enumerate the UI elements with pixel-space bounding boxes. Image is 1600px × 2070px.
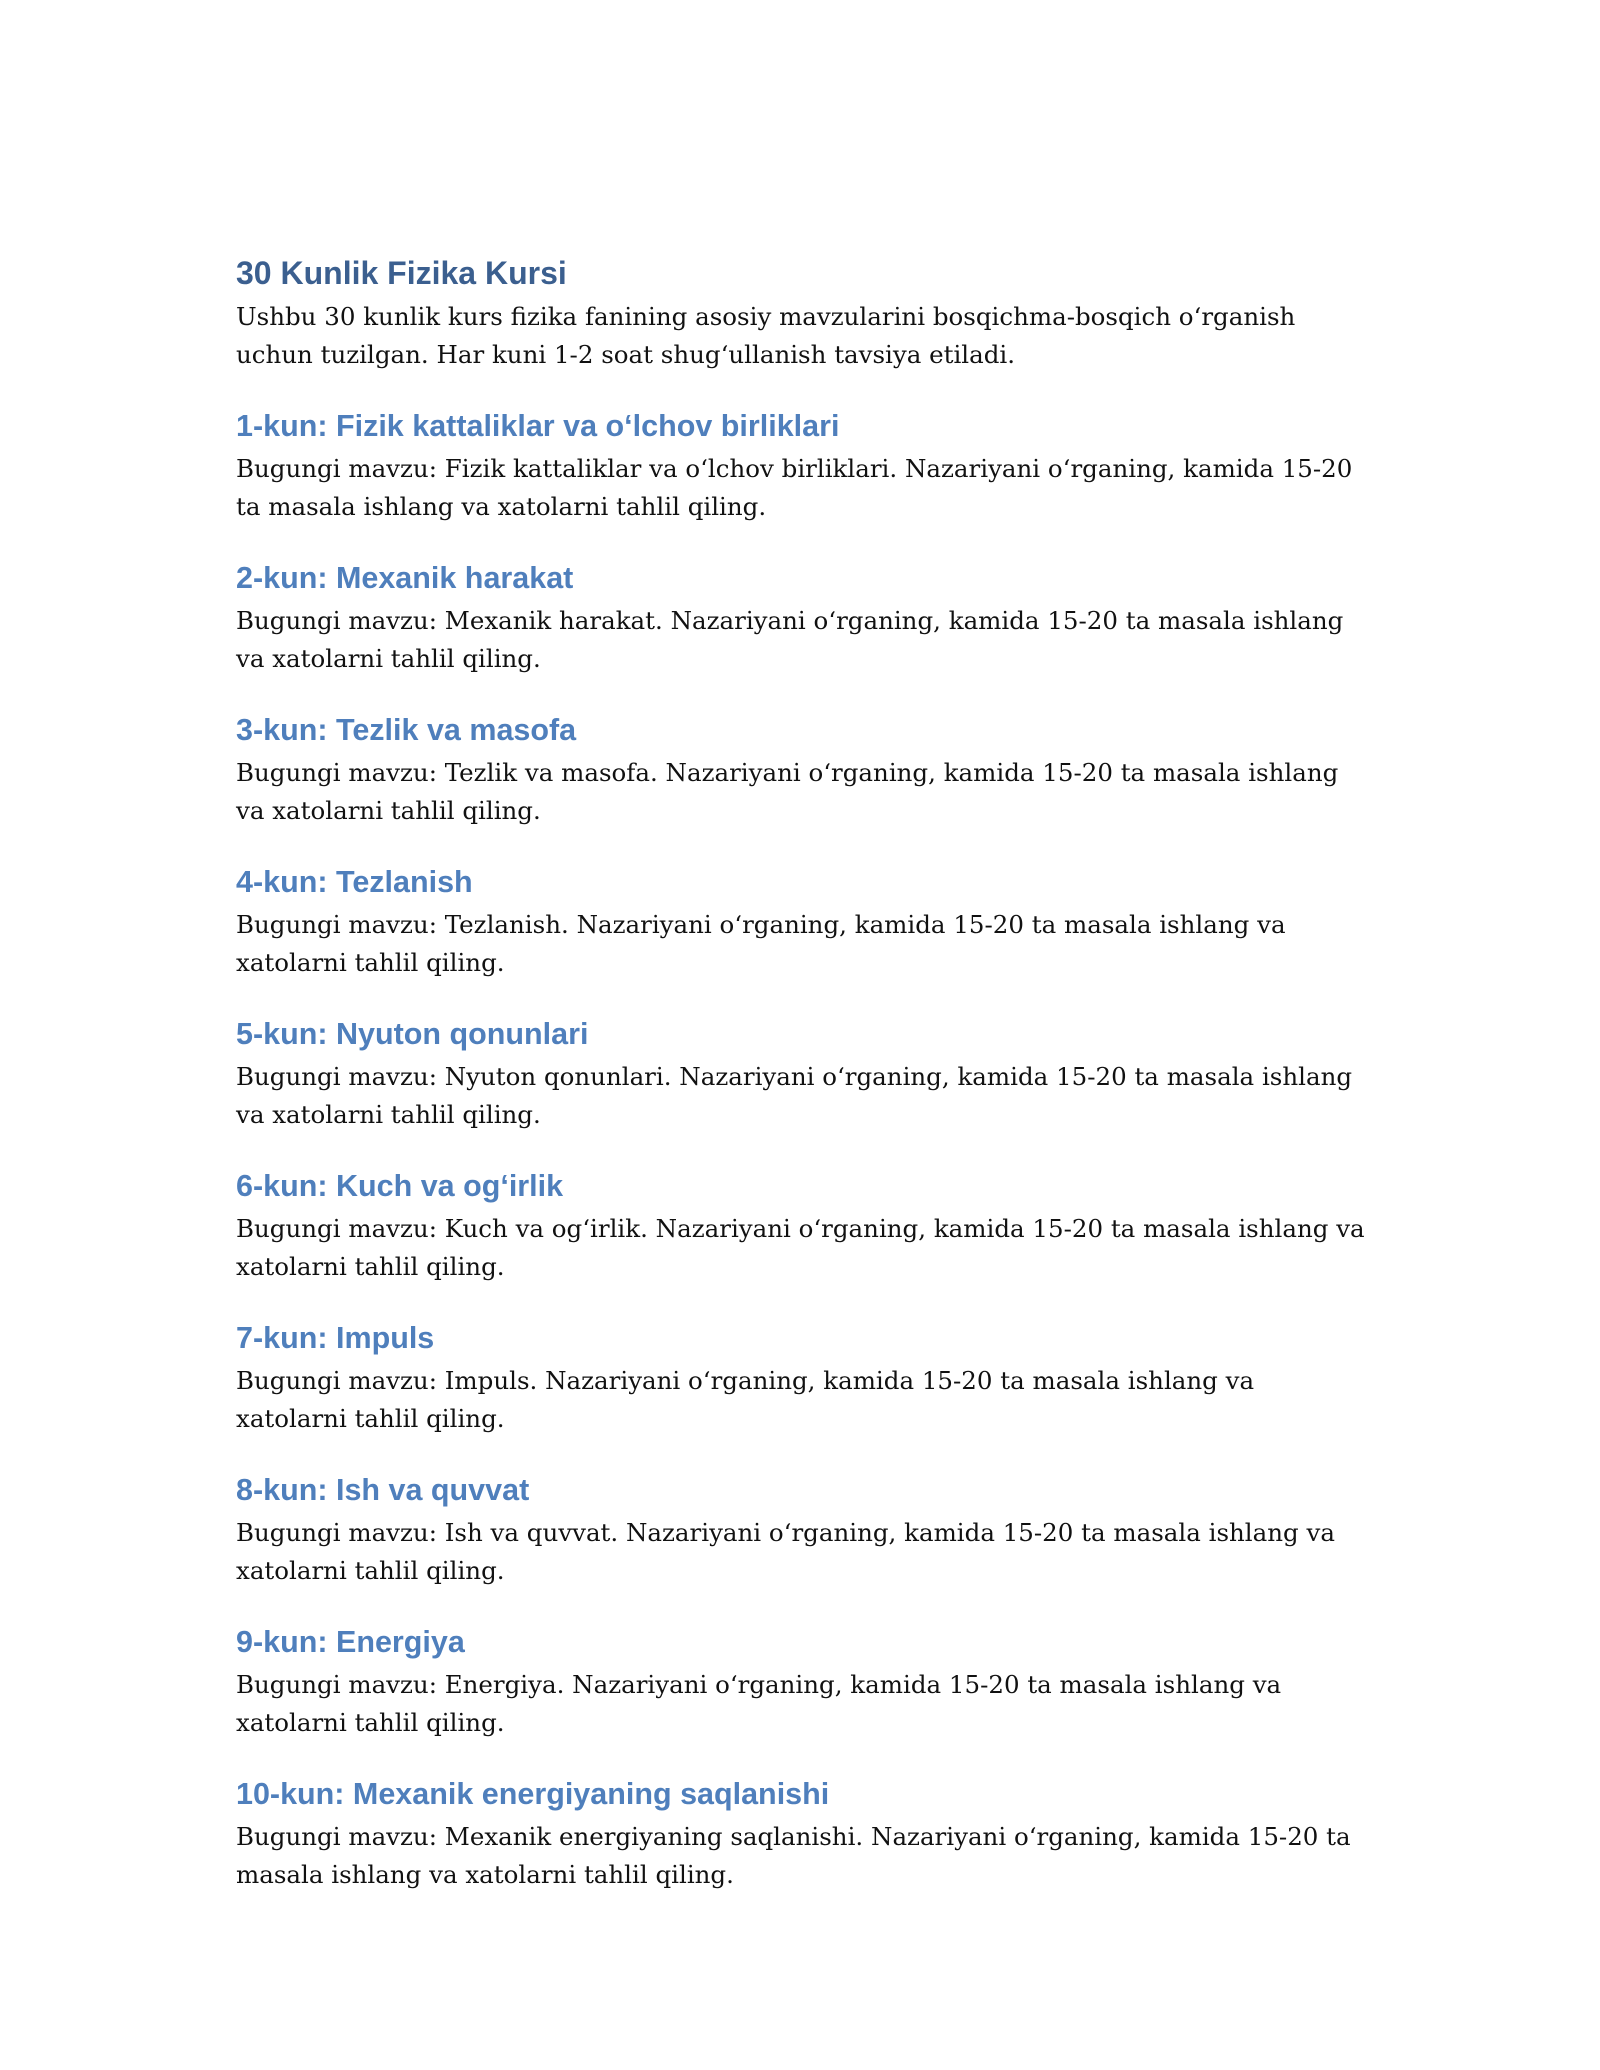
day-section-3 — [236, 708, 1366, 830]
day-section-7 — [236, 1316, 1366, 1438]
day-heading: 3-kun: Tezlik va masofa — [236, 713, 577, 747]
day-heading: 5-kun: Nyuton qonunlari — [236, 1017, 589, 1051]
document-page — [236, 250, 1366, 1894]
day-section-4 — [236, 860, 1366, 982]
day-description: Bugungi mavzu: Ish va quvvat. Nazariyani o‘rganing, kamida 15-20 ta masala ishlang va xatolarni tahlil qiling. — [236, 1518, 1335, 1585]
day-heading: 4-kun: Tezlanish — [236, 865, 473, 899]
day-section-10 — [236, 1772, 1366, 1894]
day-heading: 1-kun: Fizik kattaliklar va o‘lchov birliklari — [236, 409, 840, 443]
day-heading: 10-kun: Mexanik energiyaning saqlanishi — [236, 1777, 830, 1811]
day-description: Bugungi mavzu: Impuls. Nazariyani o‘rganing, kamida 15-20 ta masala ishlang va xatolarni tahlil qiling. — [236, 1366, 1255, 1433]
day-description: Bugungi mavzu: Mexanik energiyaning saqlanishi. Nazariyani o‘rganing, kamida 15-20 ta masala ishlang va xatolarni tahlil qiling. — [236, 1822, 1351, 1889]
day-section-2 — [236, 556, 1366, 678]
day-section-6 — [236, 1164, 1366, 1286]
intro-paragraph: Ushbu 30 kunlik kurs fizika fanining asosiy mavzularini bosqichma-bosqich o‘rganish uchun tuzilgan. Har kuni 1-2 soat shug‘ullanish tavsiya etiladi. — [236, 302, 1296, 369]
day-description: Bugungi mavzu: Fizik kattaliklar va o‘lchov birliklari. Nazariyani o‘rganing, kamida 15-20 ta masala ishlang va xatolarni tahlil qiling. — [236, 454, 1353, 521]
day-section-9 — [236, 1620, 1366, 1742]
day-description: Bugungi mavzu: Tezlanish. Nazariyani o‘rganing, kamida 15-20 ta masala ishlang va xatolarni tahlil qiling. — [236, 910, 1286, 977]
day-section-8 — [236, 1468, 1366, 1590]
document-title: 30 Kunlik Fizika Kursi — [236, 255, 567, 291]
day-description: Bugungi mavzu: Nyuton qonunlari. Nazariyani o‘rganing, kamida 15-20 ta masala ishlang va xatolarni tahlil qiling. — [236, 1062, 1353, 1129]
day-description: Bugungi mavzu: Tezlik va masofa. Nazariyani o‘rganing, kamida 15-20 ta masala ishlang va xatolarni tahlil qiling. — [236, 758, 1339, 825]
day-heading: 2-kun: Mexanik harakat — [236, 561, 574, 595]
day-heading: 7-kun: Impuls — [236, 1321, 435, 1355]
day-heading: 6-kun: Kuch va og‘irlik — [236, 1169, 564, 1203]
day-section-5 — [236, 1012, 1366, 1134]
day-description: Bugungi mavzu: Mexanik harakat. Nazariyani o‘rganing, kamida 15-20 ta masala ishlang va xatolarni tahlil qiling. — [236, 606, 1344, 673]
day-section-1 — [236, 404, 1366, 526]
day-heading: 8-kun: Ish va quvvat — [236, 1473, 530, 1507]
day-description: Bugungi mavzu: Kuch va og‘irlik. Nazariyani o‘rganing, kamida 15-20 ta masala ishlang va xatolarni tahlil qiling. — [236, 1214, 1365, 1281]
day-heading: 9-kun: Energiya — [236, 1625, 465, 1659]
day-description: Bugungi mavzu: Energiya. Nazariyani o‘rganing, kamida 15-20 ta masala ishlang va xatolarni tahlil qiling. — [236, 1670, 1282, 1737]
